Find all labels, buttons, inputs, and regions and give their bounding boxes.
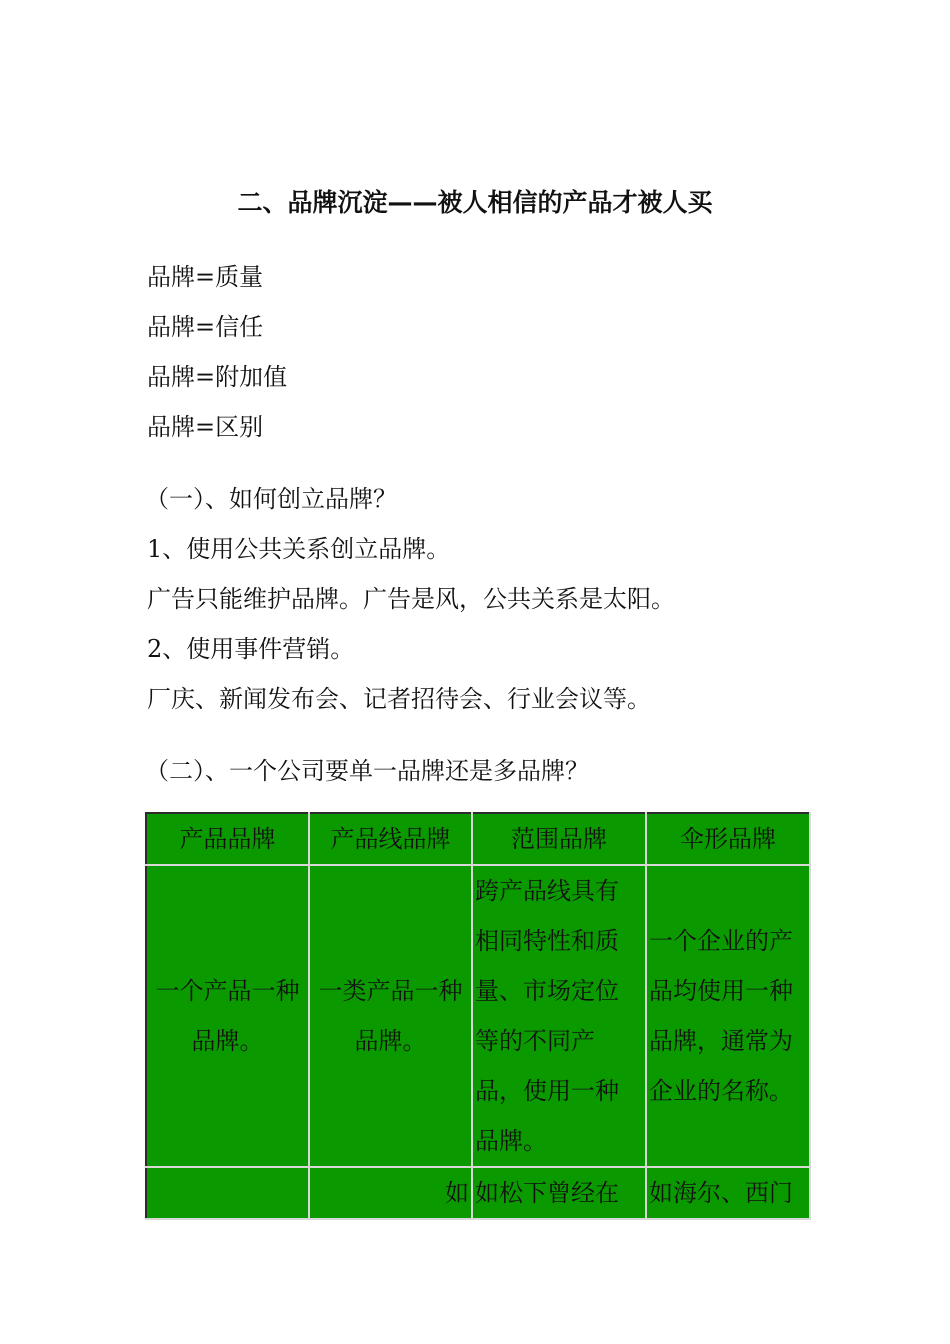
header-range-brand: 范围品牌 xyxy=(472,813,646,865)
table-row xyxy=(146,1167,810,1219)
cell-example-4: 如海尔、西门 xyxy=(646,1167,810,1219)
section1-heading: （一）、如何创立品牌？ xyxy=(145,485,397,513)
cell-example-1 xyxy=(146,1167,309,1219)
header-product-line-brand: 产品线品牌 xyxy=(309,813,472,865)
table-header-row xyxy=(146,813,810,865)
section1-item1: 1、使用公共关系创立品牌。 xyxy=(147,535,451,563)
cell-line: 等的不同产 xyxy=(475,1027,595,1055)
table-row xyxy=(146,865,810,1167)
cell-line: 相同特性和质 xyxy=(475,927,619,955)
definition-difference: 品牌=区别 xyxy=(147,413,264,441)
cell-example-3: 如松下曾经在 xyxy=(472,1167,646,1219)
section1-item1-text: 广告只能维护品牌。广告是风，公共关系是太阳。 xyxy=(147,585,675,613)
cell-line: 一个企业的产 xyxy=(649,927,793,955)
cell-line: 量、市场定位 xyxy=(475,977,619,1005)
cell-umbrella-brand xyxy=(646,865,810,1167)
brand-strategy-table xyxy=(145,812,811,1220)
cell-line: 跨产品线具有 xyxy=(475,877,619,905)
cell-line: 品牌。 xyxy=(354,1027,427,1055)
cell-line: 品牌。 xyxy=(191,1027,264,1055)
cell-line: 一类产品一种 xyxy=(318,977,463,1005)
section1-item2-text: 厂庆、新闻发布会、记者招待会、行业会议等。 xyxy=(147,685,651,713)
cell-line: 品均使用一种 xyxy=(649,977,793,1005)
cell-product-line-brand xyxy=(309,865,472,1167)
section2-heading: （二）、一个公司要单一品牌还是多品牌？ xyxy=(145,757,589,785)
cell-line: 品牌，通常为 xyxy=(649,1027,793,1055)
page-title: 二、品牌沉淀——被人相信的产品才被人买 xyxy=(237,188,713,217)
cell-line: 企业的名称。 xyxy=(649,1077,793,1105)
cell-product-brand xyxy=(146,865,309,1167)
header-product-brand: 产品品牌 xyxy=(146,813,309,865)
definition-quality: 品牌=质量 xyxy=(147,263,264,291)
cell-line: 品牌。 xyxy=(475,1127,547,1155)
definition-trust: 品牌=信任 xyxy=(147,313,264,341)
header-umbrella-brand: 伞形品牌 xyxy=(646,813,810,865)
cell-line: 品，使用一种 xyxy=(475,1077,619,1105)
section1-item2: 2、使用事件营销。 xyxy=(147,635,355,663)
cell-range-brand xyxy=(472,865,646,1167)
cell-line: 一个产品一种 xyxy=(155,977,300,1005)
definition-added-value: 品牌=附加值 xyxy=(147,363,288,391)
cell-example-2: 如 xyxy=(309,1167,472,1219)
